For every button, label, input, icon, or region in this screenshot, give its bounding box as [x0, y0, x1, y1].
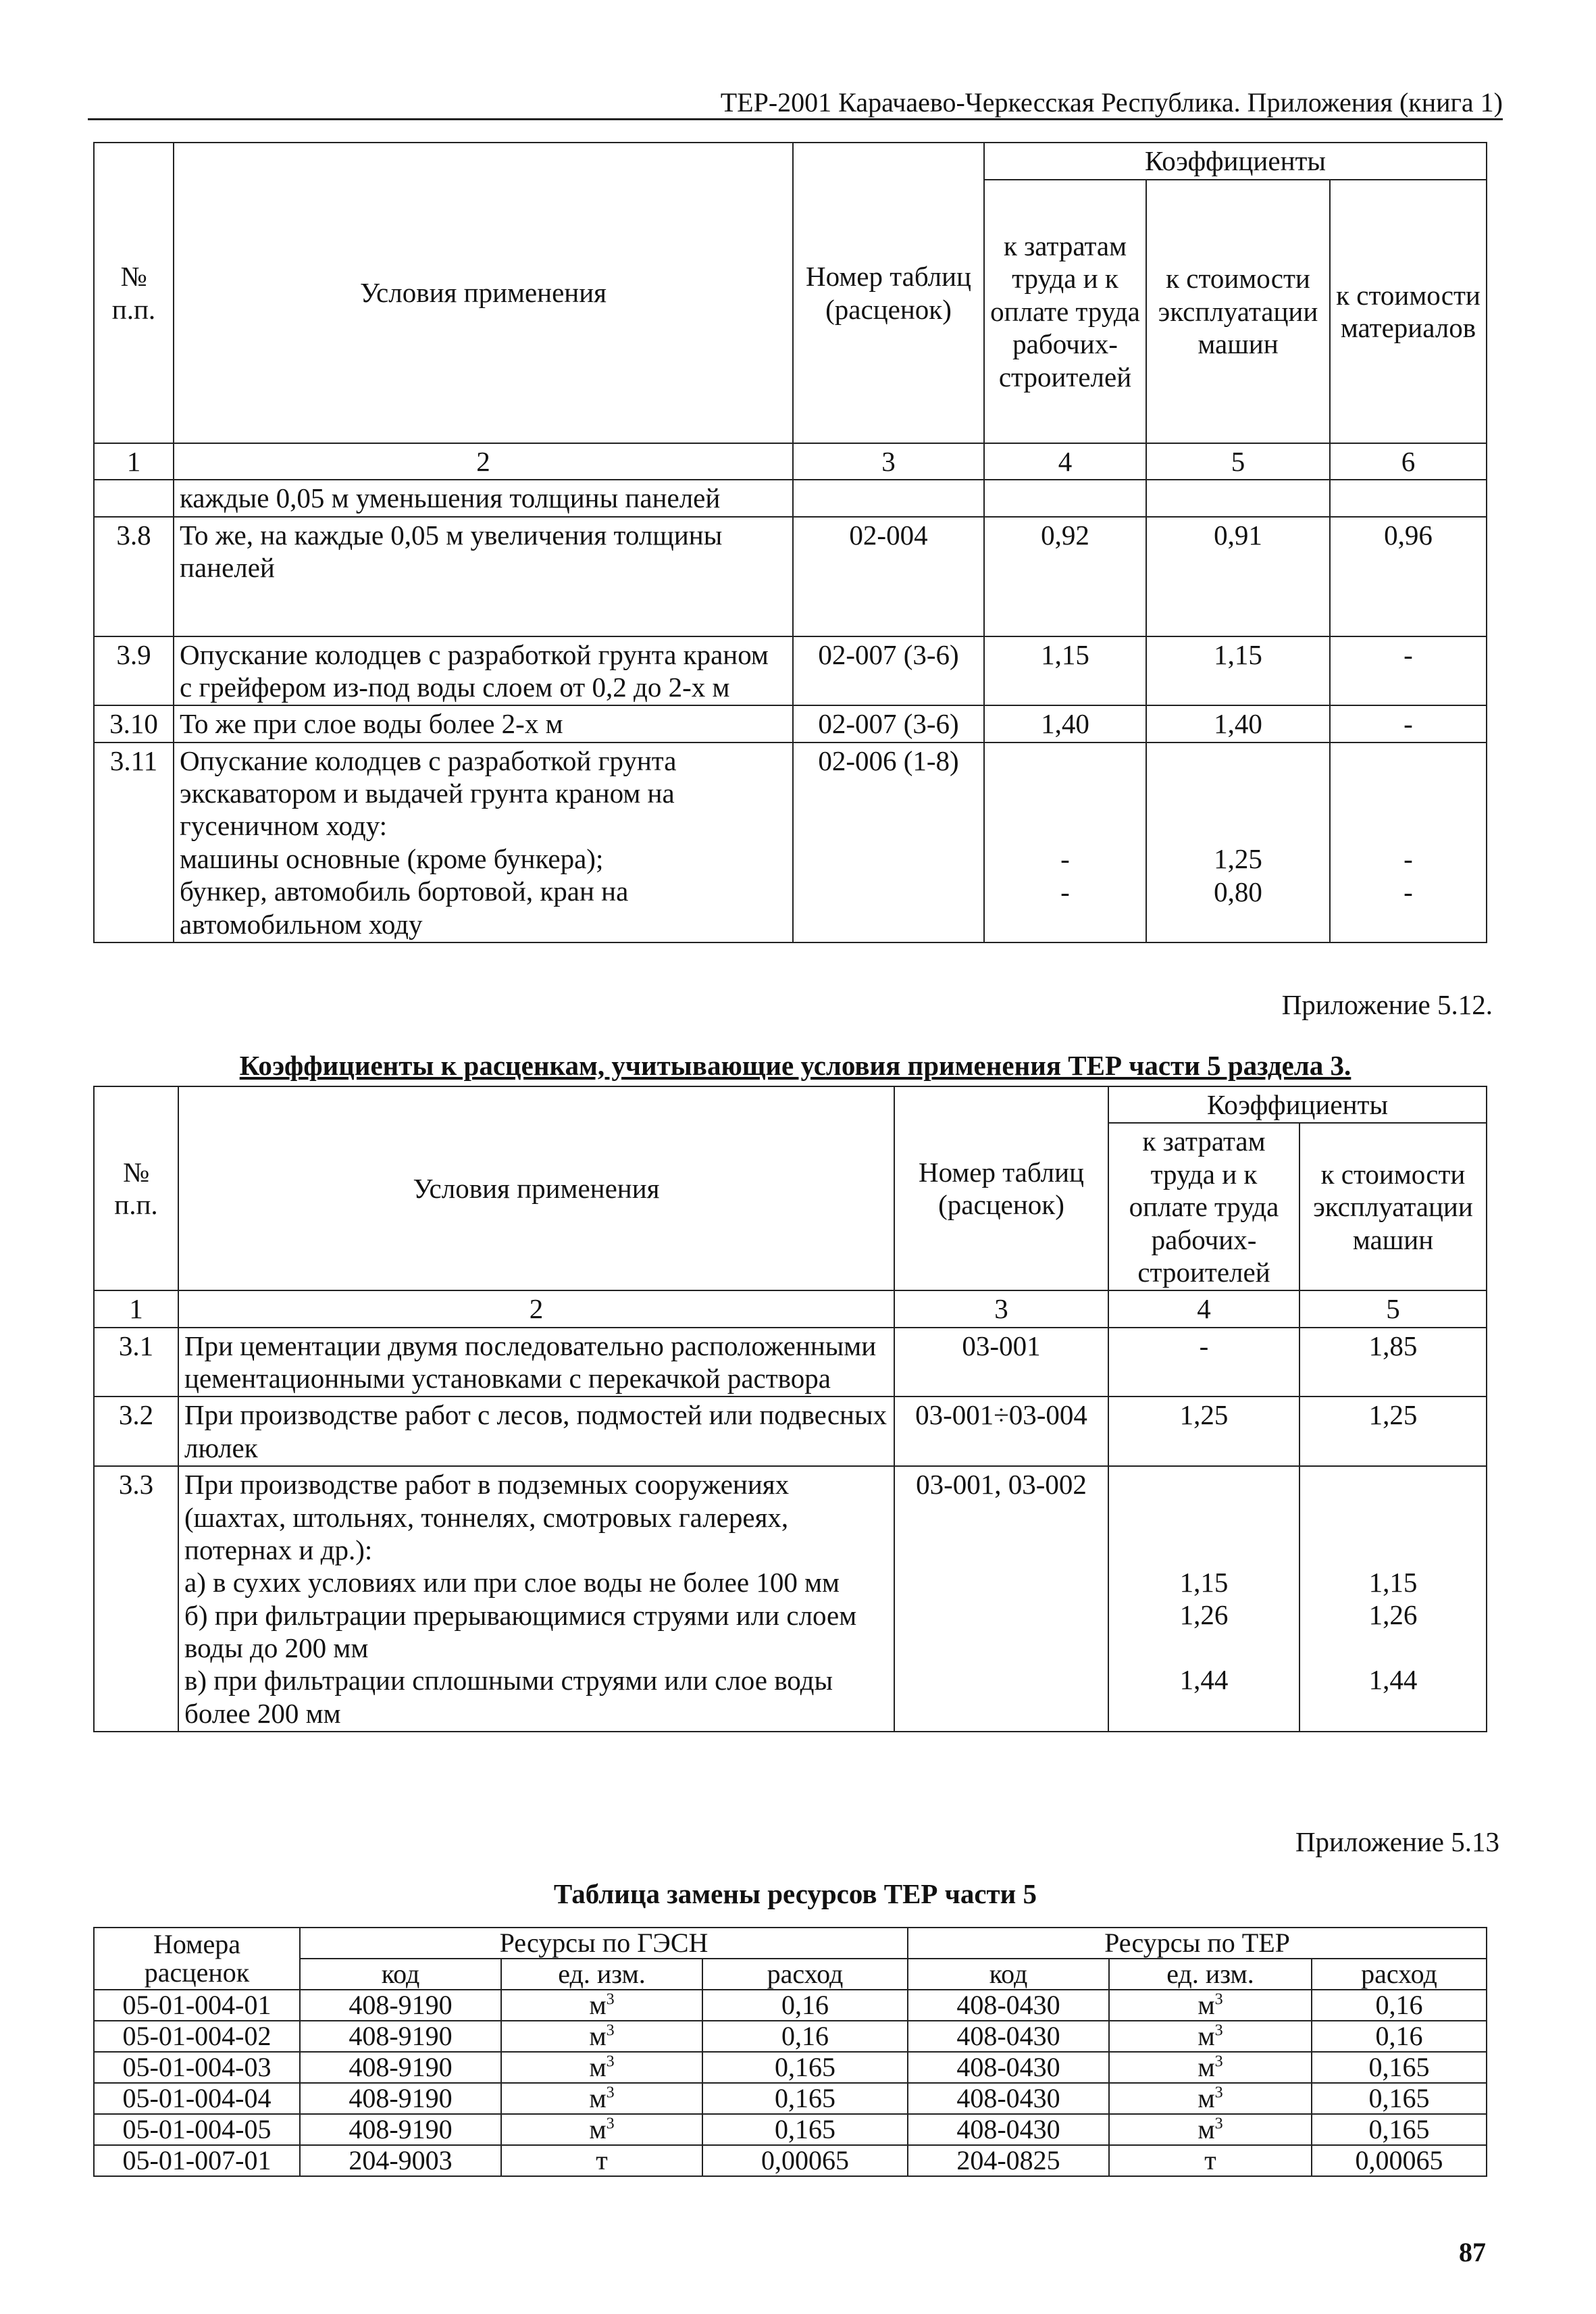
appendix-5-12-label: Приложение 5.12. — [1281, 989, 1493, 1020]
header-machines: к стоимости эксплуатации машин — [1146, 180, 1330, 443]
column-number: 6 — [1330, 443, 1487, 480]
table3-caption: Таблица замены ресурсов ТЕР части 5 — [553, 1878, 1037, 1909]
column-number: 1 — [94, 1290, 178, 1327]
header-table-no: Номер таблиц (расценок) — [894, 1086, 1108, 1290]
table-row: 3.9 Опускание колодцев с разработкой грунта краном с грейфером из-под воды слоем от 0,2 до 2-х м 02-007 (3-6) 1,15 1,15 - — [94, 636, 1487, 706]
appendix-5-13-label: Приложение 5.13 — [1295, 1826, 1499, 1857]
header-unit: ед. изм. — [501, 1959, 702, 1990]
column-number: 5 — [1146, 443, 1330, 480]
header-table-no: Номер таблиц (расценок) — [793, 143, 984, 443]
header-conditions: Условия применения — [178, 1086, 894, 1290]
header-machines: к стоимости эксплуатации машин — [1299, 1123, 1487, 1290]
table-row: 3.11 Опускание колодцев с разработкой грунта экскаватором и выдачей грунта краном на гусеничном ходу: машины основные (кроме бункера); бункер, автомобиль бортовой, кран на автомобильном ходу 02-006 (1-8) - - 1,25 0,80 - - — [94, 743, 1487, 942]
header-num: № п.п. — [94, 143, 174, 443]
coefficients-table-part5-section3 — [93, 1086, 1487, 1732]
table-row: 3.10 То же при слое воды более 2-х м 02-007 (3-6) 1,40 1,40 - — [94, 705, 1487, 742]
header-usage: расход — [1312, 1959, 1487, 1990]
table-row: 3.2 При производстве работ с лесов, подмостей или подвесных люлек 03-001÷03-004 1,25 1,25 — [94, 1397, 1487, 1466]
header-materials: к стоимости материалов — [1330, 180, 1487, 443]
header-coefficients: Коэффициенты — [1108, 1086, 1487, 1123]
column-number: 1 — [94, 443, 174, 480]
table2-caption: Коэффициенты к расценкам, учитывающие условия применения ТЕР части 5 раздела 3. — [239, 1050, 1352, 1081]
column-number: 4 — [1108, 1290, 1299, 1327]
table-row: 05-01-004-03 408-9190 $м^3$ 0,165 408-0430 $м^3$ 0,165 — [94, 2052, 1487, 2083]
table-row: 3.8 То же, на каждые 0,05 м увеличения толщины панелей 02-004 0,92 0,91 0,96 — [94, 517, 1487, 586]
column-number: 3 — [793, 443, 984, 480]
table-row: 05-01-007-01 204-9003 т 0,00065 204-0825 т 0,00065 — [94, 2145, 1487, 2176]
table-row: 05-01-004-02 408-9190 $м^3$ 0,16 408-0430 $м^3$ 0,16 — [94, 2021, 1487, 2052]
header-conditions: Условия применения — [174, 143, 793, 443]
header-code: код — [908, 1959, 1109, 1990]
table-row: 05-01-004-01 408-9190 $м^3$ 0,16 408-0430 $м^3$ 0,16 — [94, 1990, 1487, 2021]
header-labor: к затратам труда и к оплате труда рабочих-строителей — [1108, 1123, 1299, 1290]
column-number: 5 — [1299, 1290, 1487, 1327]
resource-replacement-table — [93, 1927, 1487, 2177]
column-number: 3 — [894, 1290, 1108, 1327]
header-ter: Ресурсы по ТЕР — [908, 1928, 1487, 1959]
header-unit: ед. изм. — [1109, 1959, 1312, 1990]
header-usage: расход — [702, 1959, 908, 1990]
table-row: 05-01-004-04 408-9190 $м^3$ 0,165 408-0430 $м^3$ 0,165 — [94, 2083, 1487, 2114]
header-rule — [88, 118, 1503, 120]
header-coefficients: Коэффициенты — [984, 143, 1487, 180]
coefficients-table-part2 — [93, 142, 1487, 943]
header-gesn: Ресурсы по ГЭСН — [300, 1928, 908, 1959]
header-labor: к затратам труда и к оплате труда рабочих-строителей — [984, 180, 1146, 443]
header-rates: Номера расценок — [94, 1928, 300, 1990]
header-code: код — [300, 1959, 501, 1990]
table-row: 3.3 При производстве работ в подземных сооружениях (шахтах, штольнях, тоннелях, смотровых галереях, потернах и др.): а) в сухих условиях или при слое воды не более 100 мм б) при фильтрации прерывающимися струями или слоем воды до 200 мм в) при фильтрации сплошными струями или слое воды более 200 мм 03-001, 03-002 1,15 1,26 1,44 1,15 1,26 1,44 — [94, 1466, 1487, 1732]
table-row — [94, 480, 1487, 516]
table-row: 3.1 При цементации двумя последовательно расположенными цементационными установками с перекачкой раствора 03-001 - 1,85 — [94, 1328, 1487, 1397]
running-header: ТЕР-2001 Карачаево-Черкесская Республика. Приложения (книга 1) — [720, 87, 1503, 118]
table-row: 05-01-004-05 408-9190 $м^3$ 0,165 408-0430 $м^3$ 0,165 — [94, 2114, 1487, 2145]
page-number: 87 — [1459, 2237, 1486, 2267]
column-number: 2 — [174, 443, 793, 480]
column-number: 2 — [178, 1290, 894, 1327]
header-num: № п.п. — [94, 1086, 178, 1290]
column-number: 4 — [984, 443, 1146, 480]
continuation-text: каждые 0,05 м уменьшения толщины панелей — [174, 480, 793, 516]
